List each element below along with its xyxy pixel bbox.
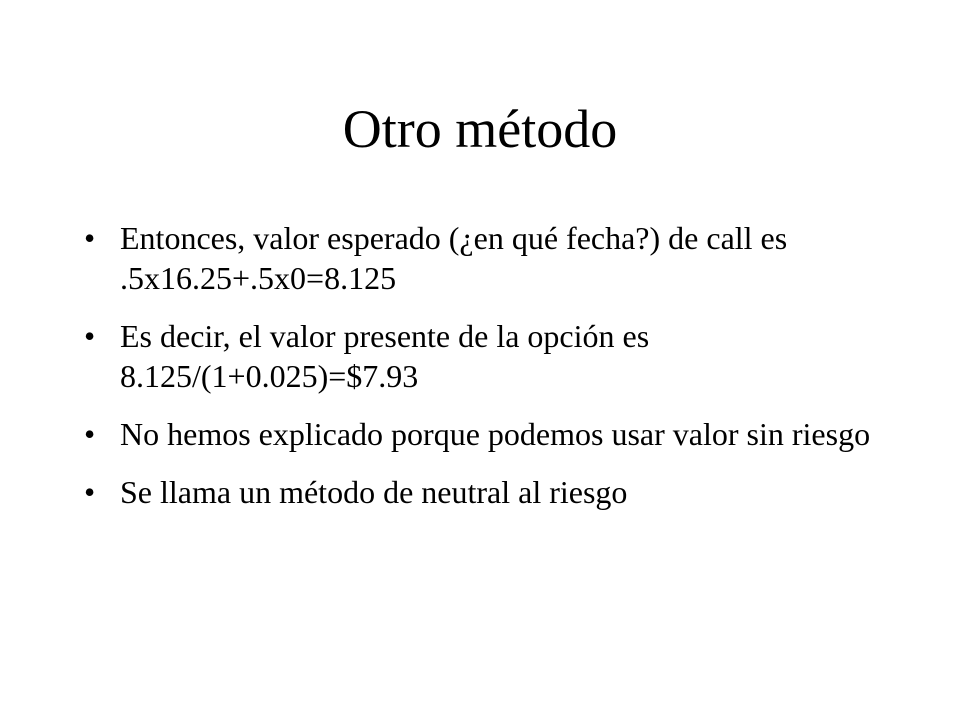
bullet-text: Se llama un método de neutral al riesgo <box>120 474 628 510</box>
bullet-marker: • <box>84 474 96 510</box>
bullet-item <box>84 218 884 298</box>
slide-title: Otro método <box>342 99 618 159</box>
bullet-list <box>84 218 884 530</box>
bullet-marker: • <box>84 318 96 354</box>
bullet-marker: • <box>84 220 96 256</box>
bullet-item <box>84 472 884 512</box>
bullet-text: No hemos explicado porque podemos usar valor sin riesgo <box>120 416 871 452</box>
bullet-item <box>84 316 884 396</box>
bullet-marker: • <box>84 416 96 452</box>
bullet-text: Entonces, valor esperado (¿en qué fecha?) de call es .5x16.25+.5x0=8.125 <box>120 220 788 296</box>
bullet-item <box>84 414 884 454</box>
bullet-text: Es decir, el valor presente de la opción es 8.125/(1+0.025)=$7.93 <box>120 318 650 394</box>
